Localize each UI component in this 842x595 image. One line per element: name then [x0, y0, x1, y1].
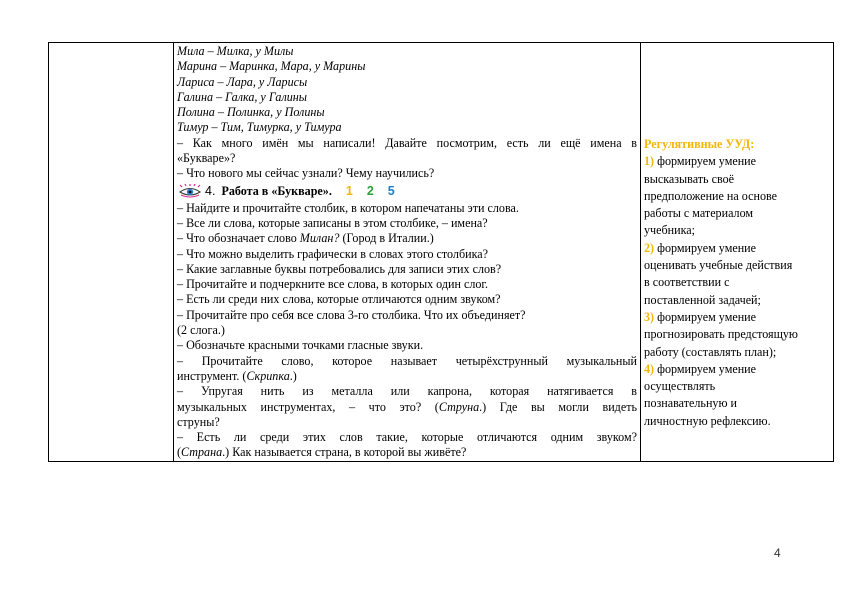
- uud-line: познавательную и: [644, 396, 737, 411]
- uud-line: поставленной задачей;: [644, 292, 761, 307]
- level-badge: 1: [345, 184, 353, 199]
- lesson-table: [48, 42, 834, 462]
- level-badge: 5: [387, 184, 395, 199]
- uud-block: [644, 43, 830, 430]
- question-line: – Прочитайте про себя все слова 3-го столбика. Что их объединяет?: [177, 307, 526, 322]
- name-line: Марина – Маринка, Мара, у Марины: [177, 59, 366, 74]
- uud-line: 1) формируем умение: [644, 154, 757, 169]
- uud-line: 4) формируем умение: [644, 361, 757, 376]
- stage-cell: [49, 43, 174, 462]
- content-cell: [174, 43, 641, 462]
- question-line: – Прочитайте и подчеркните все слова, в которых один слог.: [177, 277, 489, 292]
- question-line: инструмент. (Скрипка.): [177, 368, 297, 383]
- question-line: – Прочитайте слово, которое называет четырёхструнный музыкальный: [177, 353, 637, 368]
- question-line: – Есть ли среди этих слов такие, которые отличаются одним звуком?: [177, 430, 637, 445]
- name-line: Тимур – Тим, Тимурка, у Тимура: [177, 120, 342, 135]
- question-line: – Все ли слова, которые записаны в этом столбике, – имена?: [177, 215, 488, 230]
- uud-cell: [641, 43, 834, 462]
- question-line: (Страна.) Как называется страна, в которой вы живёте?: [177, 445, 467, 460]
- answer-line: (2 слога.): [177, 323, 225, 338]
- uud-line: 3) формируем умение: [644, 309, 757, 324]
- name-line: Полина – Полинка, у Полины: [177, 105, 325, 120]
- question-line: струны?: [177, 414, 220, 429]
- table-row: [49, 43, 834, 462]
- name-line: Галина – Галка, у Галины: [177, 89, 307, 104]
- uud-line: осуществлять: [644, 379, 716, 394]
- question-line: – Есть ли среди них слова, которые отличаются одним звуком?: [177, 292, 501, 307]
- task-number: 4.: [205, 184, 216, 199]
- name-line: Мила – Милка, у Милы: [177, 44, 294, 58]
- uud-line: учебника;: [644, 223, 696, 238]
- eye-icon: [179, 184, 201, 198]
- uud-line: оценивать учебные действия: [644, 258, 793, 273]
- question-line: «Букваре»?: [177, 151, 236, 166]
- page-number: 4: [774, 546, 781, 560]
- question-line: – Что можно выделить графически в словах этого столбика?: [177, 246, 489, 261]
- question-line: музыкальных инструментах, – что это? (Струна.) Где вы могли видеть: [177, 399, 638, 414]
- uud-line: в соответствии с: [644, 275, 730, 290]
- question-line: – Упругая нить из металла или капрона, которая натягивается в: [177, 384, 637, 399]
- question-line: – Как много имён мы написали! Давайте посмотрим, есть ли ещё имена в: [177, 135, 637, 150]
- uud-line: предположение на основе: [644, 188, 778, 203]
- task-title: Работа в «Букваре».: [221, 183, 332, 198]
- question-line: – Обозначьте красными точками гласные звуки.: [177, 338, 424, 353]
- question-line: – Что нового мы сейчас узнали? Чему научились?: [177, 166, 435, 181]
- question-line: – Что обозначает слово Милан? (Город в Италии.): [177, 231, 434, 246]
- level-badge: 2: [366, 184, 374, 199]
- uud-line: высказывать своё: [644, 171, 735, 186]
- question-line: – Найдите и прочитайте столбик, в котором напечатаны эти слова.: [177, 200, 519, 215]
- uud-title: Регулятивные УУД:: [644, 137, 755, 151]
- question-line: – Какие заглавные буквы потребовались для записи этих слов?: [177, 261, 502, 276]
- name-line: Лариса – Лара, у Ларисы: [177, 74, 308, 89]
- uud-line: работу (составлять план);: [644, 344, 777, 359]
- uud-line: личностную рефлексию.: [644, 413, 771, 428]
- task-heading: [177, 182, 637, 201]
- uud-line: прогнозировать предстоящую: [644, 327, 798, 342]
- uud-line: 2) формируем умение: [644, 240, 757, 255]
- uud-line: работы с материалом: [644, 206, 754, 221]
